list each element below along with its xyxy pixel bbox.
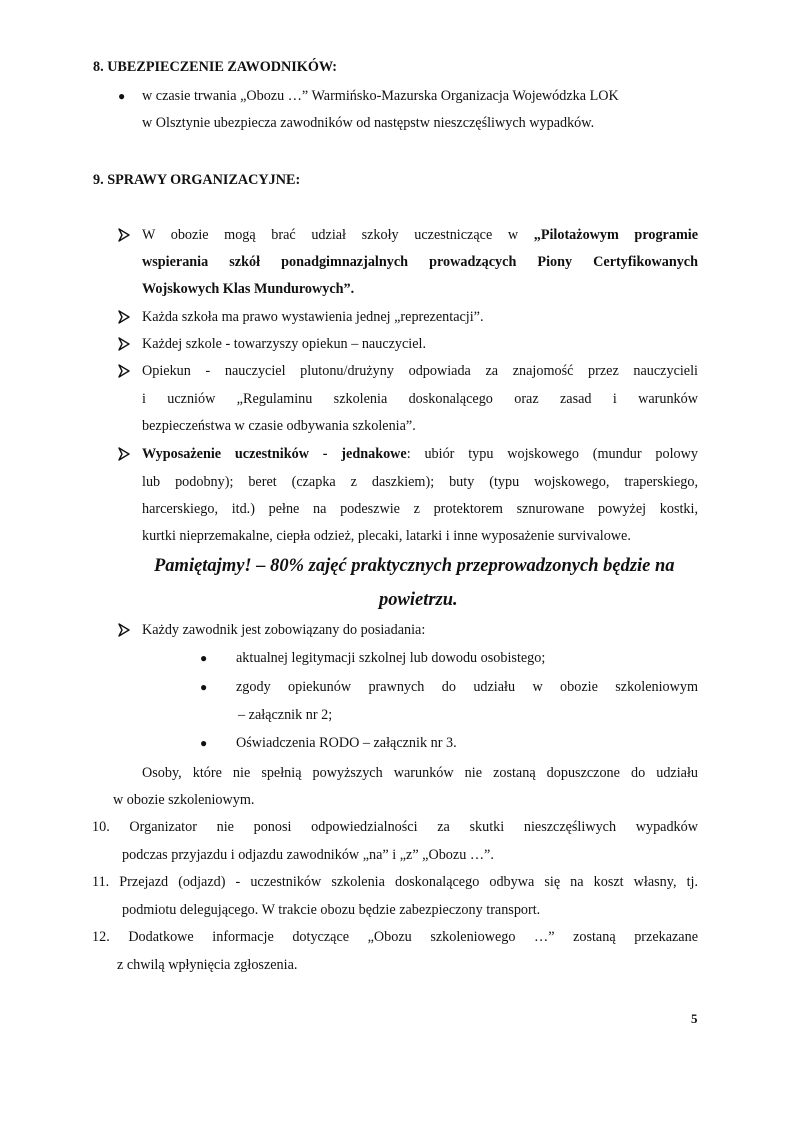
bullet-dot-icon: ●: [118, 89, 126, 103]
section-10-line-2: podczas przyjazdu i odjazdu zawodników „na” i „z” „Obozu …”.: [122, 847, 494, 863]
sub-item-3-text: Oświadczenia RODO – załącznik nr 3.: [236, 735, 457, 751]
emphasis-line-1: Pamiętajmy! – 80% zajęć praktycznych przeprowadzonych będzie na: [154, 556, 675, 576]
arrow-bullet-icon: [117, 364, 131, 378]
item-5-line-1: Wyposażenie uczestników - jednakowe: ubiór typu wojskowego (mundur polowy: [142, 446, 698, 462]
item-3-text: Każdej szkole - towarzyszy opiekun – nauczyciel.: [142, 336, 427, 352]
arrow-bullet-icon: [117, 310, 131, 324]
item-1-line-1: W obozie mogą brać udział szkoły uczestniczące w „Pilotażowym programie: [142, 227, 699, 243]
arrow-bullet-icon: [117, 228, 131, 242]
sub-item-2-line-2: – załącznik nr 2;: [238, 707, 333, 723]
sub-item-2-line-1: zgody opiekunów prawnych do udziału w obozie szkoleniowym: [236, 679, 698, 695]
section-8-text-line-2: w Olsztynie ubezpiecza zawodników od następstw nieszczęśliwych wypadków.: [142, 115, 595, 131]
item-1-line-2: wspierania szkół ponadgimnazjalnych prowadzących Piony Certyfikowanych: [142, 254, 698, 270]
bullet-dot-icon: ●: [200, 651, 208, 665]
bullet-dot-icon: ●: [200, 736, 208, 750]
section-12-line-1: 12. Dodatkowe informacje dotyczące „Obozu szkoleniowego …” zostaną przekazane: [92, 929, 698, 945]
arrow-bullet-icon: [117, 447, 131, 461]
bullet-dot-icon: ●: [200, 680, 208, 694]
note-line-1: Osoby, które nie spełnią powyższych warunków nie zostaną dopuszczone do udziału: [142, 765, 698, 781]
section-11-line-1: 11. Przejazd (odjazd) - uczestników szkolenia doskonalącego odbywa się na koszt własny, tj.: [92, 874, 698, 890]
item-6-text: Każdy zawodnik jest zobowiązany do posiadania:: [142, 622, 426, 638]
section-10-line-1: 10. Organizator nie ponosi odpowiedzialności za skutki nieszczęśliwych wypadków: [92, 819, 698, 835]
arrow-bullet-icon: [117, 623, 131, 637]
item-4-line-1: Opiekun - nauczyciel plutonu/drużyny odpowiada za znajomość przez nauczycieli: [142, 363, 698, 379]
section-9-heading: 9. SPRAWY ORGANIZACYJNE:: [93, 172, 301, 188]
emphasis-line-2: powietrzu.: [379, 590, 458, 610]
item-1-line-3: Wojskowych Klas Mundurowych”.: [142, 281, 355, 297]
item-5-line-2: lub podobny); beret (czapka z daszkiem); buty (typu wojskowego, traperskiego,: [142, 474, 698, 490]
item-5-line-3: harcerskiego, itd.) pełne na podeszwie z protektorem sznurowane powyżej kostki,: [142, 501, 698, 517]
page-number: 5: [691, 1011, 698, 1026]
item-5-line-4: kurtki nieprzemakalne, ciepła odzież, plecaki, latarki i inne wyposażenie survivalowe.: [142, 528, 631, 544]
item-4-line-2: i uczniów „Regulaminu szkolenia doskonalącego oraz zasad i warunków: [142, 391, 698, 407]
section-11-line-2: podmiotu delegującego. W trakcie obozu będzie zabezpieczony transport.: [122, 902, 541, 918]
arrow-bullet-icon: [117, 337, 131, 351]
section-8-text-line-1: w czasie trwania „Obozu …” Warmińsko-Mazurska Organizacja Wojewódzka LOK: [142, 88, 619, 104]
section-12-line-2: z chwilą wpłynięcia zgłoszenia.: [117, 957, 298, 973]
note-line-2: w obozie szkoleniowym.: [113, 792, 255, 808]
item-4-line-3: bezpieczeństwa w czasie odbywania szkolenia”.: [142, 418, 416, 434]
item-2-text: Każda szkoła ma prawo wystawienia jednej „reprezentacji”.: [142, 309, 484, 325]
sub-item-1-text: aktualnej legitymacji szkolnej lub dowodu osobistego;: [236, 650, 546, 666]
section-8-heading: 8. UBEZPIECZENIE ZAWODNIKÓW:: [93, 59, 337, 75]
